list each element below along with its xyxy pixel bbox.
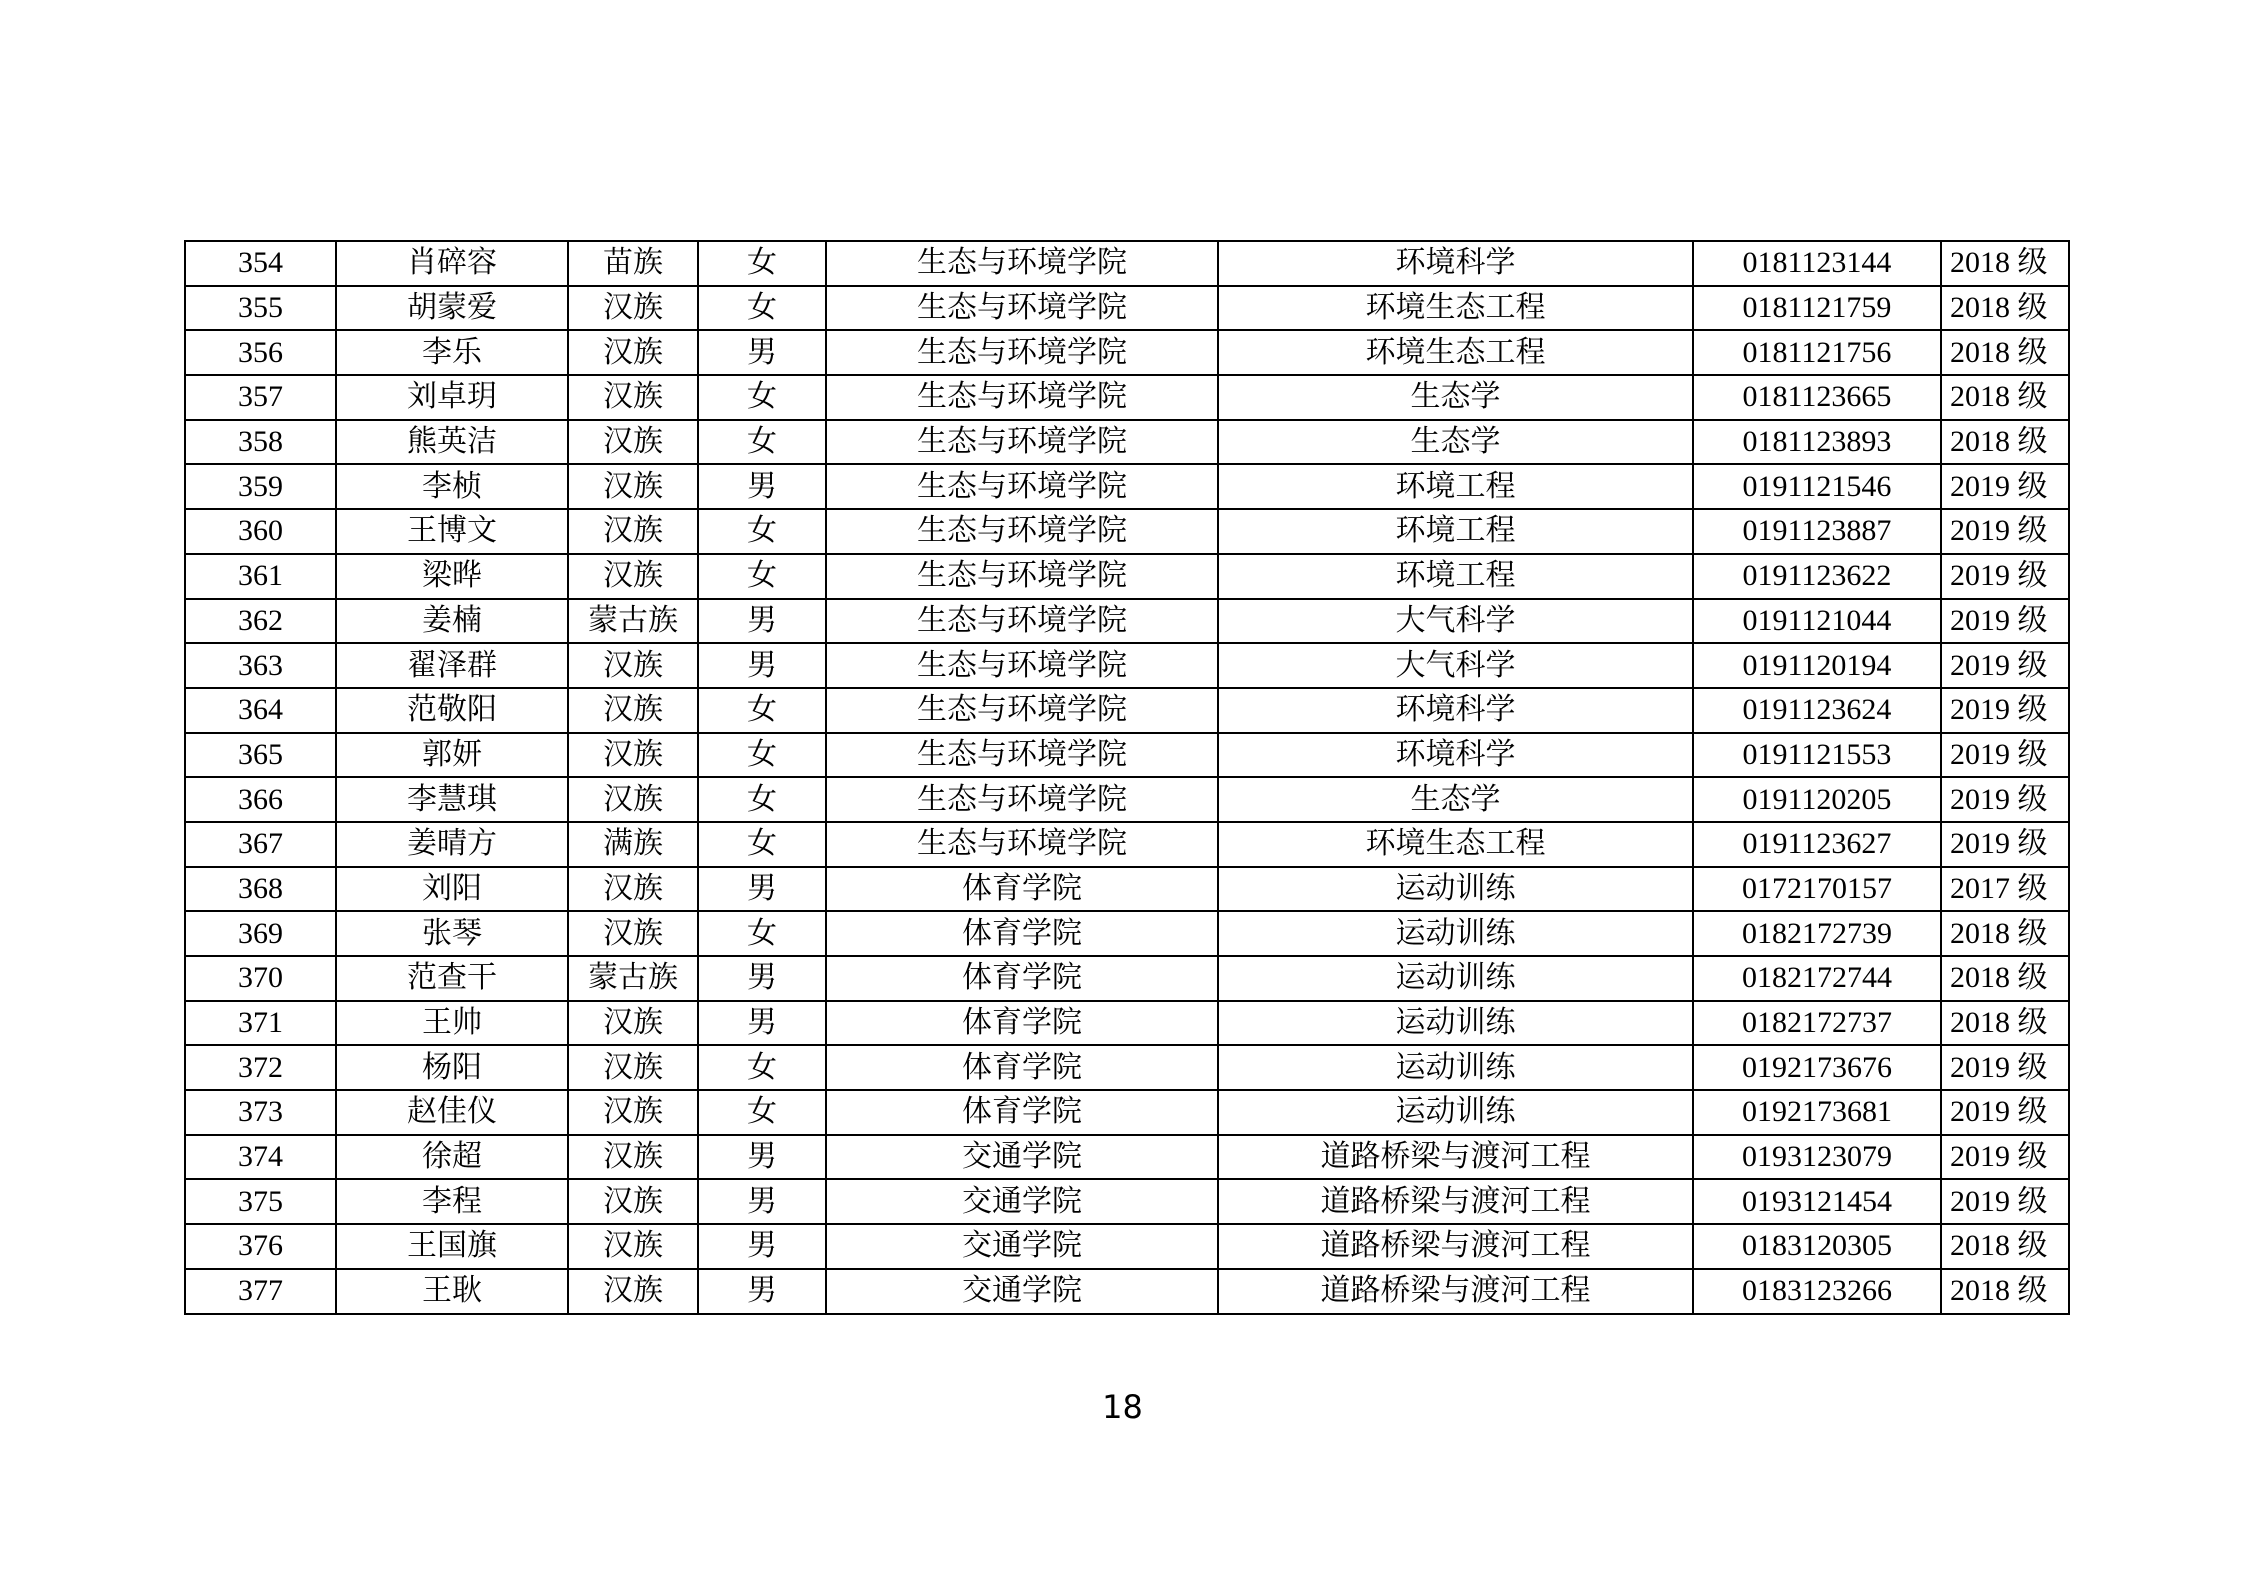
cell-college: 体育学院 <box>826 867 1218 912</box>
cell-major: 道路桥梁与渡河工程 <box>1218 1269 1693 1314</box>
cell-index: 356 <box>185 330 336 375</box>
cell-student-id: 0183123266 <box>1693 1269 1941 1314</box>
cell-student-id: 0191123622 <box>1693 554 1941 599</box>
cell-ethnicity: 汉族 <box>568 777 698 822</box>
cell-name: 刘阳 <box>336 867 568 912</box>
cell-gender: 男 <box>698 464 826 509</box>
cell-name: 李程 <box>336 1179 568 1224</box>
cell-college: 生态与环境学院 <box>826 822 1218 867</box>
cell-college: 生态与环境学院 <box>826 688 1218 733</box>
cell-major: 运动训练 <box>1218 1090 1693 1135</box>
cell-student-id: 0183120305 <box>1693 1224 1941 1269</box>
cell-college: 体育学院 <box>826 956 1218 1001</box>
cell-student-id: 0181123893 <box>1693 420 1941 465</box>
cell-index: 364 <box>185 688 336 733</box>
cell-gender: 男 <box>698 1224 826 1269</box>
cell-gender: 女 <box>698 733 826 778</box>
cell-major: 环境工程 <box>1218 554 1693 599</box>
cell-gender: 男 <box>698 956 826 1001</box>
cell-gender: 女 <box>698 241 826 286</box>
cell-name: 翟泽群 <box>336 643 568 688</box>
cell-student-id: 0182172737 <box>1693 1001 1941 1046</box>
table-row <box>185 688 2069 733</box>
cell-major: 环境生态工程 <box>1218 286 1693 331</box>
cell-ethnicity: 汉族 <box>568 420 698 465</box>
cell-major: 环境科学 <box>1218 733 1693 778</box>
cell-grade: 2019 级 <box>1941 1090 2069 1135</box>
cell-college: 生态与环境学院 <box>826 777 1218 822</box>
cell-major: 环境生态工程 <box>1218 330 1693 375</box>
cell-gender: 女 <box>698 1045 826 1090</box>
table-row <box>185 464 2069 509</box>
cell-gender: 女 <box>698 777 826 822</box>
student-roster-table <box>184 240 2070 1315</box>
cell-student-id: 0191121546 <box>1693 464 1941 509</box>
cell-student-id: 0191120205 <box>1693 777 1941 822</box>
cell-grade: 2018 级 <box>1941 1001 2069 1046</box>
cell-grade: 2017 级 <box>1941 867 2069 912</box>
cell-ethnicity: 汉族 <box>568 1224 698 1269</box>
cell-grade: 2018 级 <box>1941 911 2069 956</box>
cell-ethnicity: 汉族 <box>568 375 698 420</box>
table-row <box>185 286 2069 331</box>
cell-major: 环境科学 <box>1218 241 1693 286</box>
table-row <box>185 509 2069 554</box>
cell-index: 375 <box>185 1179 336 1224</box>
cell-gender: 女 <box>698 1090 826 1135</box>
cell-ethnicity: 汉族 <box>568 1045 698 1090</box>
cell-major: 道路桥梁与渡河工程 <box>1218 1224 1693 1269</box>
table-row <box>185 420 2069 465</box>
cell-student-id: 0181123665 <box>1693 375 1941 420</box>
cell-name: 胡蒙爱 <box>336 286 568 331</box>
cell-gender: 女 <box>698 911 826 956</box>
cell-ethnicity: 蒙古族 <box>568 599 698 644</box>
table-row <box>185 777 2069 822</box>
cell-grade: 2018 级 <box>1941 375 2069 420</box>
cell-grade: 2019 级 <box>1941 777 2069 822</box>
cell-ethnicity: 汉族 <box>568 643 698 688</box>
table-row <box>185 1135 2069 1180</box>
table-row <box>185 554 2069 599</box>
cell-index: 369 <box>185 911 336 956</box>
cell-index: 355 <box>185 286 336 331</box>
cell-major: 运动训练 <box>1218 1001 1693 1046</box>
cell-name: 姜晴方 <box>336 822 568 867</box>
cell-grade: 2018 级 <box>1941 1224 2069 1269</box>
cell-name: 王博文 <box>336 509 568 554</box>
cell-grade: 2019 级 <box>1941 822 2069 867</box>
cell-student-id: 0191120194 <box>1693 643 1941 688</box>
cell-name: 李慧琪 <box>336 777 568 822</box>
cell-student-id: 0191121044 <box>1693 599 1941 644</box>
cell-ethnicity: 苗族 <box>568 241 698 286</box>
cell-gender: 女 <box>698 375 826 420</box>
cell-ethnicity: 汉族 <box>568 1001 698 1046</box>
cell-college: 生态与环境学院 <box>826 733 1218 778</box>
cell-ethnicity: 汉族 <box>568 1269 698 1314</box>
cell-college: 体育学院 <box>826 1045 1218 1090</box>
cell-major: 环境工程 <box>1218 464 1693 509</box>
cell-major: 大气科学 <box>1218 643 1693 688</box>
cell-gender: 女 <box>698 509 826 554</box>
cell-index: 365 <box>185 733 336 778</box>
table-row <box>185 599 2069 644</box>
cell-grade: 2019 级 <box>1941 464 2069 509</box>
table-row <box>185 1179 2069 1224</box>
cell-student-id: 0172170157 <box>1693 867 1941 912</box>
cell-student-id: 0191123627 <box>1693 822 1941 867</box>
cell-name: 杨阳 <box>336 1045 568 1090</box>
cell-name: 徐超 <box>336 1135 568 1180</box>
cell-grade: 2018 级 <box>1941 956 2069 1001</box>
cell-grade: 2018 级 <box>1941 286 2069 331</box>
cell-ethnicity: 汉族 <box>568 911 698 956</box>
cell-college: 交通学院 <box>826 1135 1218 1180</box>
table-row <box>185 956 2069 1001</box>
cell-index: 372 <box>185 1045 336 1090</box>
cell-index: 371 <box>185 1001 336 1046</box>
cell-college: 生态与环境学院 <box>826 509 1218 554</box>
table-row <box>185 1224 2069 1269</box>
cell-gender: 男 <box>698 1179 826 1224</box>
cell-college: 体育学院 <box>826 1090 1218 1135</box>
cell-student-id: 0181121759 <box>1693 286 1941 331</box>
cell-ethnicity: 汉族 <box>568 867 698 912</box>
cell-index: 368 <box>185 867 336 912</box>
cell-name: 赵佳仪 <box>336 1090 568 1135</box>
cell-ethnicity: 汉族 <box>568 464 698 509</box>
cell-major: 生态学 <box>1218 375 1693 420</box>
cell-major: 运动训练 <box>1218 911 1693 956</box>
cell-gender: 男 <box>698 1001 826 1046</box>
cell-major: 运动训练 <box>1218 956 1693 1001</box>
cell-student-id: 0181123144 <box>1693 241 1941 286</box>
cell-major: 运动训练 <box>1218 1045 1693 1090</box>
cell-grade: 2019 级 <box>1941 599 2069 644</box>
cell-name: 范查干 <box>336 956 568 1001</box>
cell-gender: 男 <box>698 1135 826 1180</box>
table-row <box>185 1269 2069 1314</box>
cell-grade: 2019 级 <box>1941 1179 2069 1224</box>
cell-grade: 2019 级 <box>1941 733 2069 778</box>
cell-college: 交通学院 <box>826 1224 1218 1269</box>
cell-ethnicity: 汉族 <box>568 733 698 778</box>
table-row <box>185 643 2069 688</box>
cell-ethnicity: 汉族 <box>568 1179 698 1224</box>
cell-college: 生态与环境学院 <box>826 330 1218 375</box>
cell-name: 肖碎容 <box>336 241 568 286</box>
cell-college: 生态与环境学院 <box>826 643 1218 688</box>
cell-grade: 2019 级 <box>1941 554 2069 599</box>
cell-student-id: 0182172744 <box>1693 956 1941 1001</box>
cell-index: 357 <box>185 375 336 420</box>
cell-index: 374 <box>185 1135 336 1180</box>
cell-ethnicity: 汉族 <box>568 554 698 599</box>
cell-student-id: 0193123079 <box>1693 1135 1941 1180</box>
cell-ethnicity: 汉族 <box>568 688 698 733</box>
cell-gender: 男 <box>698 1269 826 1314</box>
cell-college: 生态与环境学院 <box>826 420 1218 465</box>
cell-major: 生态学 <box>1218 420 1693 465</box>
table-row <box>185 1045 2069 1090</box>
table-row <box>185 822 2069 867</box>
cell-index: 360 <box>185 509 336 554</box>
cell-college: 生态与环境学院 <box>826 554 1218 599</box>
cell-index: 359 <box>185 464 336 509</box>
table-row <box>185 330 2069 375</box>
cell-student-id: 0191121553 <box>1693 733 1941 778</box>
cell-student-id: 0191123624 <box>1693 688 1941 733</box>
cell-name: 王耿 <box>336 1269 568 1314</box>
cell-index: 362 <box>185 599 336 644</box>
cell-college: 体育学院 <box>826 1001 1218 1046</box>
cell-ethnicity: 汉族 <box>568 330 698 375</box>
cell-grade: 2019 级 <box>1941 1045 2069 1090</box>
cell-ethnicity: 汉族 <box>568 509 698 554</box>
page-number: 18 <box>1102 1388 1143 1426</box>
cell-index: 354 <box>185 241 336 286</box>
cell-student-id: 0192173676 <box>1693 1045 1941 1090</box>
cell-college: 生态与环境学院 <box>826 464 1218 509</box>
cell-grade: 2018 级 <box>1941 420 2069 465</box>
table-row <box>185 241 2069 286</box>
cell-ethnicity: 汉族 <box>568 1090 698 1135</box>
cell-index: 366 <box>185 777 336 822</box>
cell-name: 张琴 <box>336 911 568 956</box>
cell-ethnicity: 汉族 <box>568 1135 698 1180</box>
cell-grade: 2019 级 <box>1941 1135 2069 1180</box>
table-row <box>185 733 2069 778</box>
cell-major: 环境工程 <box>1218 509 1693 554</box>
cell-college: 体育学院 <box>826 911 1218 956</box>
cell-index: 363 <box>185 643 336 688</box>
cell-gender: 女 <box>698 286 826 331</box>
cell-grade: 2018 级 <box>1941 330 2069 375</box>
table-row <box>185 375 2069 420</box>
cell-name: 刘卓玥 <box>336 375 568 420</box>
cell-index: 358 <box>185 420 336 465</box>
cell-student-id: 0181121756 <box>1693 330 1941 375</box>
cell-name: 熊英洁 <box>336 420 568 465</box>
cell-student-id: 0191123887 <box>1693 509 1941 554</box>
table-row <box>185 867 2069 912</box>
cell-ethnicity: 满族 <box>568 822 698 867</box>
cell-name: 郭妍 <box>336 733 568 778</box>
cell-index: 361 <box>185 554 336 599</box>
cell-name: 姜楠 <box>336 599 568 644</box>
cell-gender: 女 <box>698 822 826 867</box>
cell-grade: 2019 级 <box>1941 688 2069 733</box>
cell-major: 运动训练 <box>1218 867 1693 912</box>
cell-gender: 男 <box>698 643 826 688</box>
cell-college: 生态与环境学院 <box>826 375 1218 420</box>
cell-name: 李桢 <box>336 464 568 509</box>
cell-major: 道路桥梁与渡河工程 <box>1218 1135 1693 1180</box>
cell-index: 370 <box>185 956 336 1001</box>
cell-ethnicity: 蒙古族 <box>568 956 698 1001</box>
cell-gender: 男 <box>698 599 826 644</box>
cell-major: 环境生态工程 <box>1218 822 1693 867</box>
roster-body <box>185 241 2069 1314</box>
cell-index: 373 <box>185 1090 336 1135</box>
cell-gender: 女 <box>698 688 826 733</box>
cell-gender: 女 <box>698 420 826 465</box>
cell-student-id: 0192173681 <box>1693 1090 1941 1135</box>
cell-college: 生态与环境学院 <box>826 599 1218 644</box>
cell-major: 生态学 <box>1218 777 1693 822</box>
cell-name: 范敬阳 <box>336 688 568 733</box>
table-row <box>185 1001 2069 1046</box>
cell-index: 367 <box>185 822 336 867</box>
cell-ethnicity: 汉族 <box>568 286 698 331</box>
cell-gender: 男 <box>698 867 826 912</box>
table-row <box>185 1090 2069 1135</box>
cell-college: 生态与环境学院 <box>826 286 1218 331</box>
cell-name: 王帅 <box>336 1001 568 1046</box>
cell-grade: 2019 级 <box>1941 509 2069 554</box>
cell-gender: 男 <box>698 330 826 375</box>
cell-college: 交通学院 <box>826 1269 1218 1314</box>
cell-college: 交通学院 <box>826 1179 1218 1224</box>
cell-index: 376 <box>185 1224 336 1269</box>
cell-name: 梁晔 <box>336 554 568 599</box>
cell-name: 王国旗 <box>336 1224 568 1269</box>
cell-gender: 女 <box>698 554 826 599</box>
table-row <box>185 911 2069 956</box>
cell-major: 道路桥梁与渡河工程 <box>1218 1179 1693 1224</box>
cell-college: 生态与环境学院 <box>826 241 1218 286</box>
cell-major: 大气科学 <box>1218 599 1693 644</box>
cell-major: 环境科学 <box>1218 688 1693 733</box>
cell-grade: 2019 级 <box>1941 643 2069 688</box>
cell-grade: 2018 级 <box>1941 1269 2069 1314</box>
cell-student-id: 0182172739 <box>1693 911 1941 956</box>
cell-name: 李乐 <box>336 330 568 375</box>
cell-student-id: 0193121454 <box>1693 1179 1941 1224</box>
cell-index: 377 <box>185 1269 336 1314</box>
cell-grade: 2018 级 <box>1941 241 2069 286</box>
